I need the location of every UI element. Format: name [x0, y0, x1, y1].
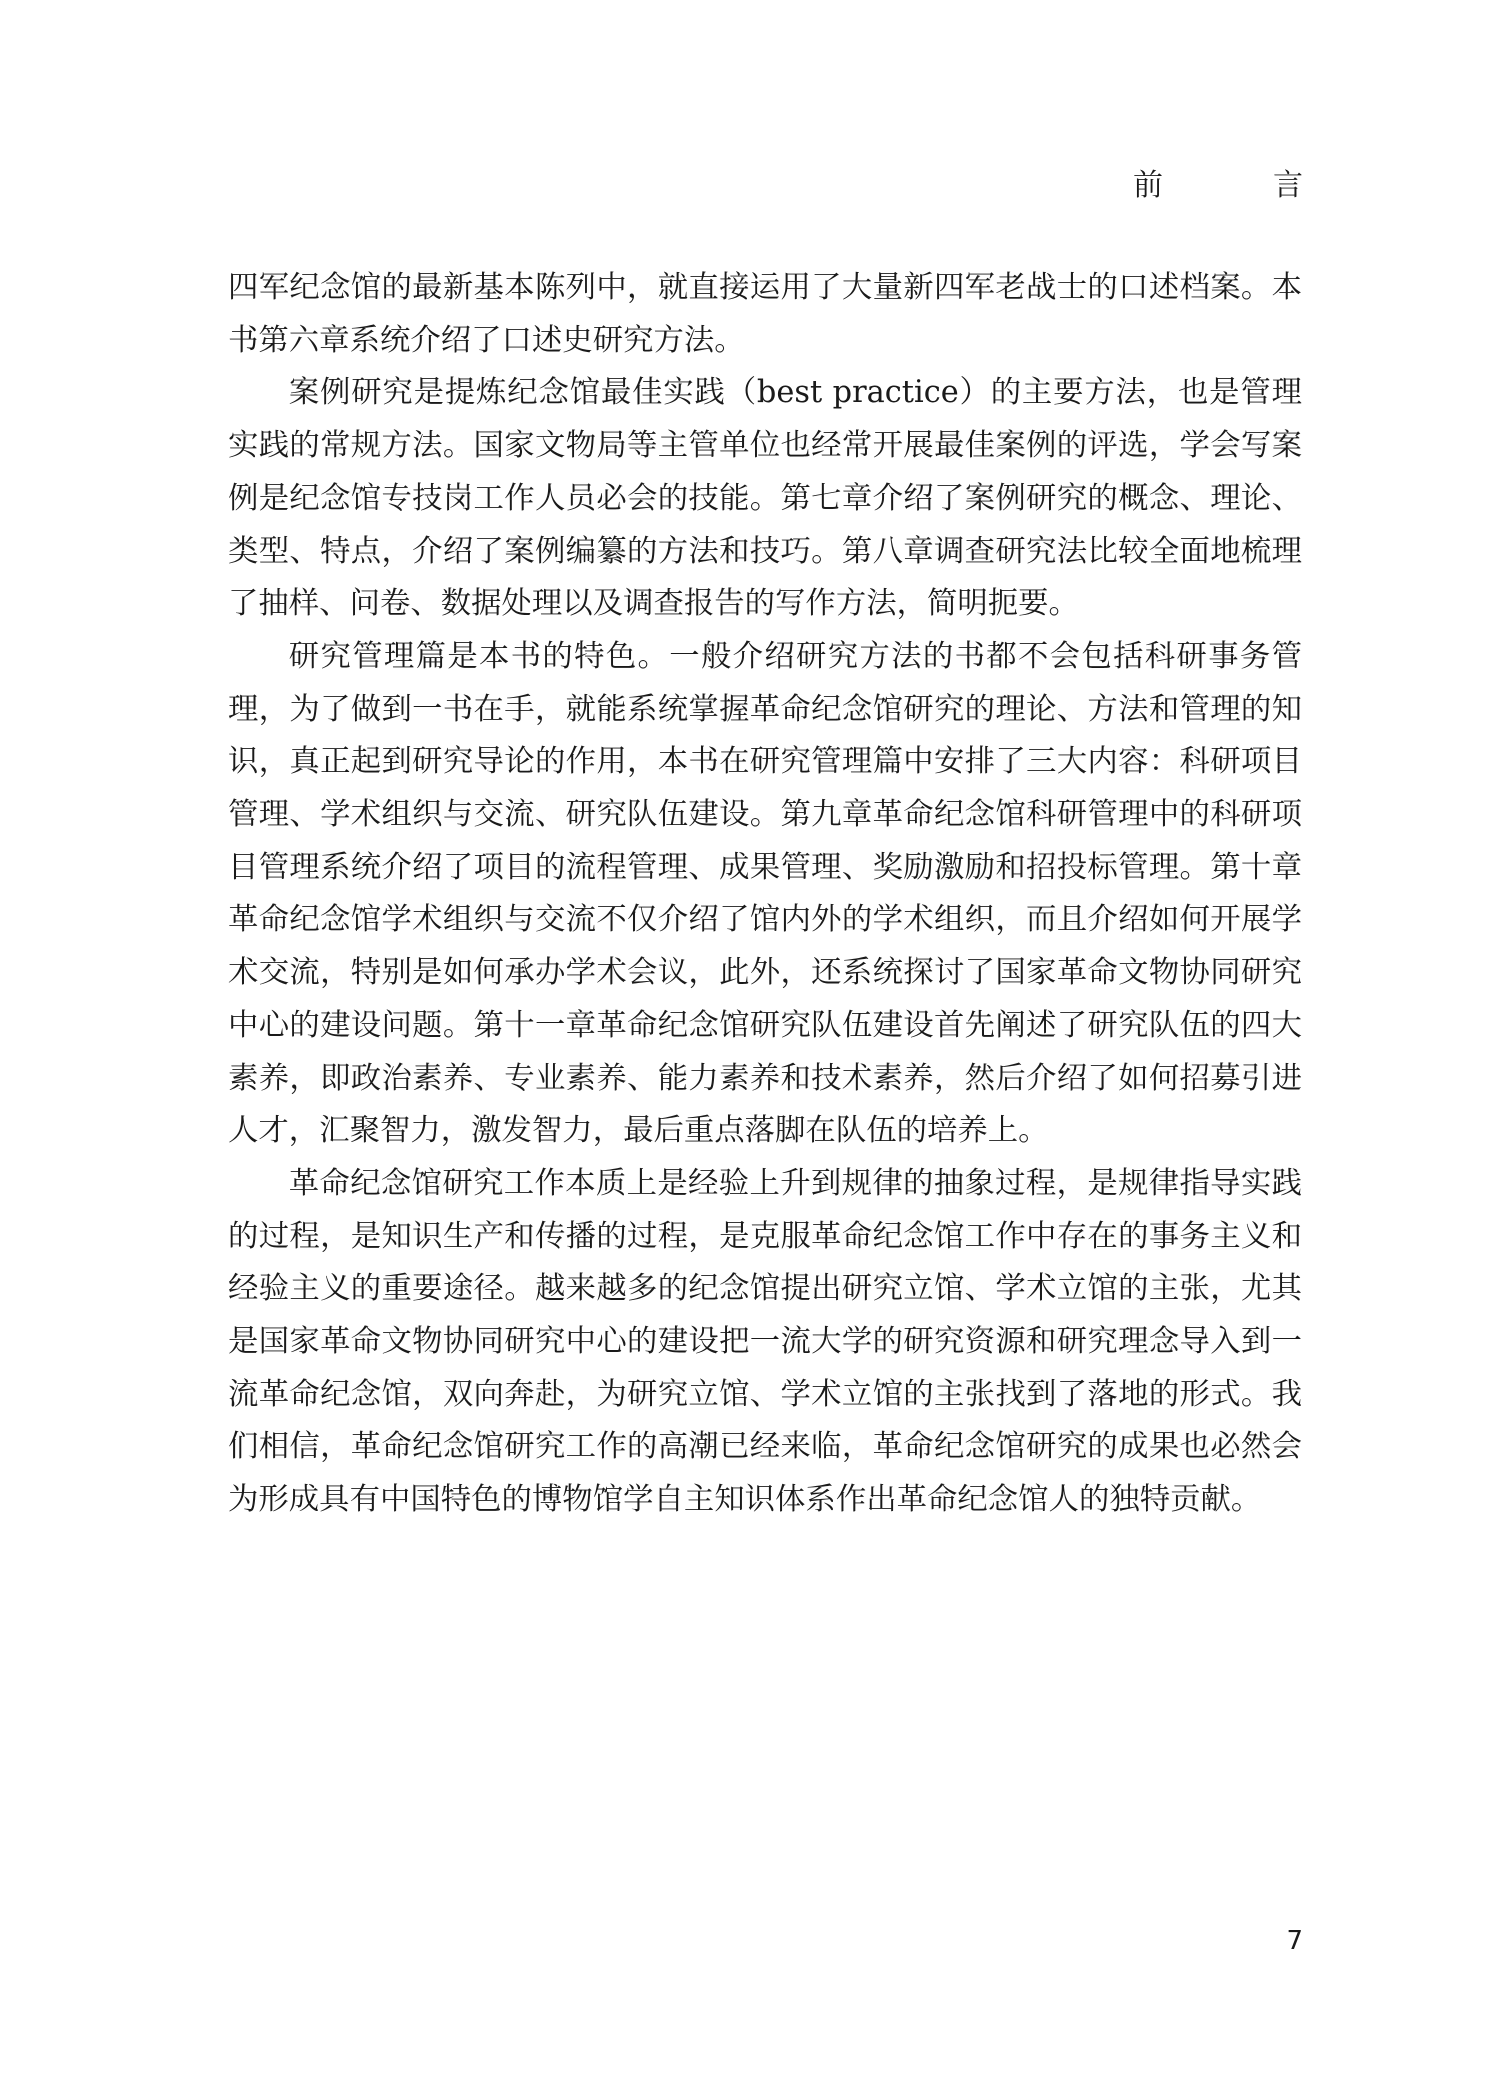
- body-text: [228, 262, 1302, 1527]
- paragraph-research-management: 研究管理篇是本书的特色。一般介绍研究方法的书都不会包括科研事务管理，为了做到一书在手，就能系统掌握革命纪念馆研究的理论、方法和管理的知识，真正起到研究导论的作用，本书在研究管理篇中安排了三大内容：科研项目管理、学术组织与交流、研究队伍建设。第九章革命纪念馆科研管理中的科研项目管理系统介绍了项目的流程管理、成果管理、奖励激励和招投标管理。第十章革命纪念馆学术组织与交流不仅介绍了馆内外的学术组织，而且介绍如何开展学术交流，特别是如何承办学术会议，此外，还系统探讨了国家革命文物协同研究中心的建设问题。第十一章革命纪念馆研究队伍建设首先阐述了研究队伍的四大素养，即政治素养、专业素养、能力素养和技术素养，然后介绍了如何招募引进人才，汇聚智力，激发智力，最后重点落脚在队伍的培养上。: [228, 638, 1302, 1149]
- paragraph-conclusion: 革命纪念馆研究工作本质上是经验上升到规律的抽象过程，是规律指导实践的过程，是知识生产和传播的过程，是克服革命纪念馆工作中存在的事务主义和经验主义的重要途径。越来越多的纪念馆提出研究立馆、学术立馆的主张，尤其是国家革命文物协同研究中心的建设把一流大学的研究资源和研究理念导入到一流革命纪念馆，双向奔赴，为研究立馆、学术立馆的主张找到了落地的形式。我们相信，革命纪念馆研究工作的高潮已经来临，革命纪念馆研究的成果也必然会为形成具有中国特色的博物馆学自主知识体系作出革命纪念馆人的独特贡献。: [228, 1165, 1302, 1518]
- page-number: 7: [1286, 1926, 1303, 1956]
- paragraph-case-study: 案例研究是提炼纪念馆最佳实践（best practice）的主要方法，也是管理实践的常规方法。国家文物局等主管单位也经常开展最佳案例的评选，学会写案例是纪念馆专技岗工作人员必会的技能。第七章介绍了案例研究的概念、理论、类型、特点，介绍了案例编纂的方法和技巧。第八章调查研究法比较全面地梳理了抽样、问卷、数据处理以及调查报告的写作方法，简明扼要。: [228, 375, 1302, 622]
- paragraph-continued: 四军纪念馆的最新基本陈列中，就直接运用了大量新四军老战士的口述档案。本书第六章系统介绍了口述史研究方法。: [228, 270, 1302, 358]
- running-head: 前 言: [1133, 168, 1343, 203]
